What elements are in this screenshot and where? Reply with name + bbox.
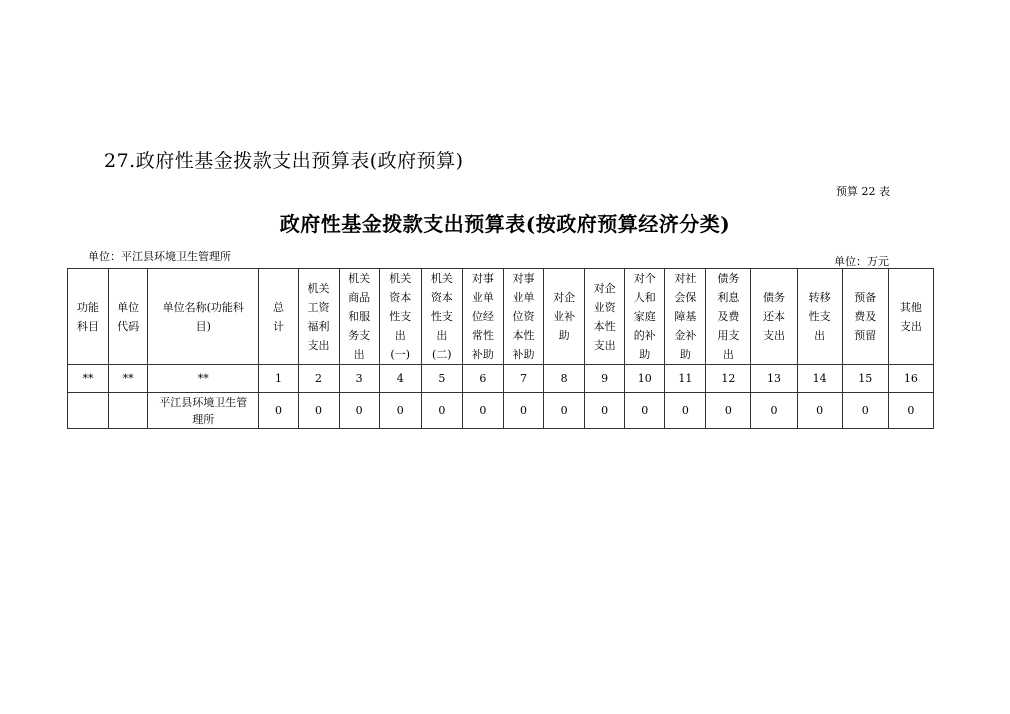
header-cell: 机关商品和服务支出 <box>339 269 379 365</box>
unit-currency: 单位：万元 <box>834 255 889 268</box>
header-cell: 总计 <box>259 269 298 365</box>
table-cell <box>109 393 148 429</box>
table-cell: 0 <box>503 393 543 429</box>
document-heading: 27.政府性基金拨款支出预算表(政府预算) <box>104 150 464 172</box>
table-cell: 0 <box>259 393 298 429</box>
header-cell: 对企业补助 <box>544 269 585 365</box>
index-cell: 13 <box>751 365 797 393</box>
index-cell: 10 <box>625 365 665 393</box>
index-cell: ** <box>68 365 109 393</box>
unit-organization: 单位：平江县环境卫生管理所 <box>88 250 231 263</box>
index-row <box>68 365 934 393</box>
table-cell: 0 <box>421 393 462 429</box>
table-cell: 0 <box>797 393 842 429</box>
header-cell: 单位代码 <box>109 269 148 365</box>
index-cell: 16 <box>888 365 933 393</box>
table-cell: 0 <box>298 393 339 429</box>
index-cell: 6 <box>462 365 503 393</box>
header-cell: 机关资本性支出(二) <box>421 269 462 365</box>
header-cell: 债务还本支出 <box>751 269 797 365</box>
table-cell: 0 <box>888 393 933 429</box>
header-cell: 对事业单位资本性补助 <box>503 269 543 365</box>
header-cell: 机关工资福利支出 <box>298 269 339 365</box>
header-cell: 机关资本性支出(一) <box>379 269 421 365</box>
form-number: 预算 22 表 <box>836 185 890 198</box>
index-cell: 4 <box>379 365 421 393</box>
index-cell: 9 <box>585 365 625 393</box>
header-cell: 功能科目 <box>68 269 109 365</box>
budget-table <box>67 268 934 429</box>
index-cell: 11 <box>665 365 706 393</box>
header-cell: 单位名称(功能科目) <box>148 269 259 365</box>
table-cell: 0 <box>585 393 625 429</box>
index-cell: 15 <box>842 365 888 393</box>
index-cell: 3 <box>339 365 379 393</box>
header-cell: 债务利息及费用支出 <box>706 269 751 365</box>
header-cell: 对社会保障基金补助 <box>665 269 706 365</box>
table-cell: 0 <box>379 393 421 429</box>
header-cell: 转移性支出 <box>797 269 842 365</box>
header-row <box>68 269 934 365</box>
table-cell <box>68 393 109 429</box>
table-cell: 0 <box>665 393 706 429</box>
table-row <box>68 393 934 429</box>
table-title: 政府性基金拨款支出预算表(按政府预算经济分类) <box>279 212 731 236</box>
table-cell: 0 <box>462 393 503 429</box>
header-cell: 预备费及预留 <box>842 269 888 365</box>
table-cell: 0 <box>751 393 797 429</box>
table-cell: 0 <box>544 393 585 429</box>
header-cell: 其他支出 <box>888 269 933 365</box>
index-cell: ** <box>148 365 259 393</box>
index-cell: 2 <box>298 365 339 393</box>
table-cell: 0 <box>339 393 379 429</box>
table-cell: 0 <box>625 393 665 429</box>
index-cell: 12 <box>706 365 751 393</box>
index-cell: ** <box>109 365 148 393</box>
header-cell: 对事业单位经常性补助 <box>462 269 503 365</box>
table-cell: 0 <box>842 393 888 429</box>
index-cell: 8 <box>544 365 585 393</box>
index-cell: 5 <box>421 365 462 393</box>
index-cell: 7 <box>503 365 543 393</box>
index-cell: 1 <box>259 365 298 393</box>
table-cell: 0 <box>706 393 751 429</box>
unit-name-cell: 平江县环境卫生管理所 <box>148 393 259 429</box>
header-cell: 对个人和家庭的补助 <box>625 269 665 365</box>
header-cell: 对企业资本性支出 <box>585 269 625 365</box>
index-cell: 14 <box>797 365 842 393</box>
